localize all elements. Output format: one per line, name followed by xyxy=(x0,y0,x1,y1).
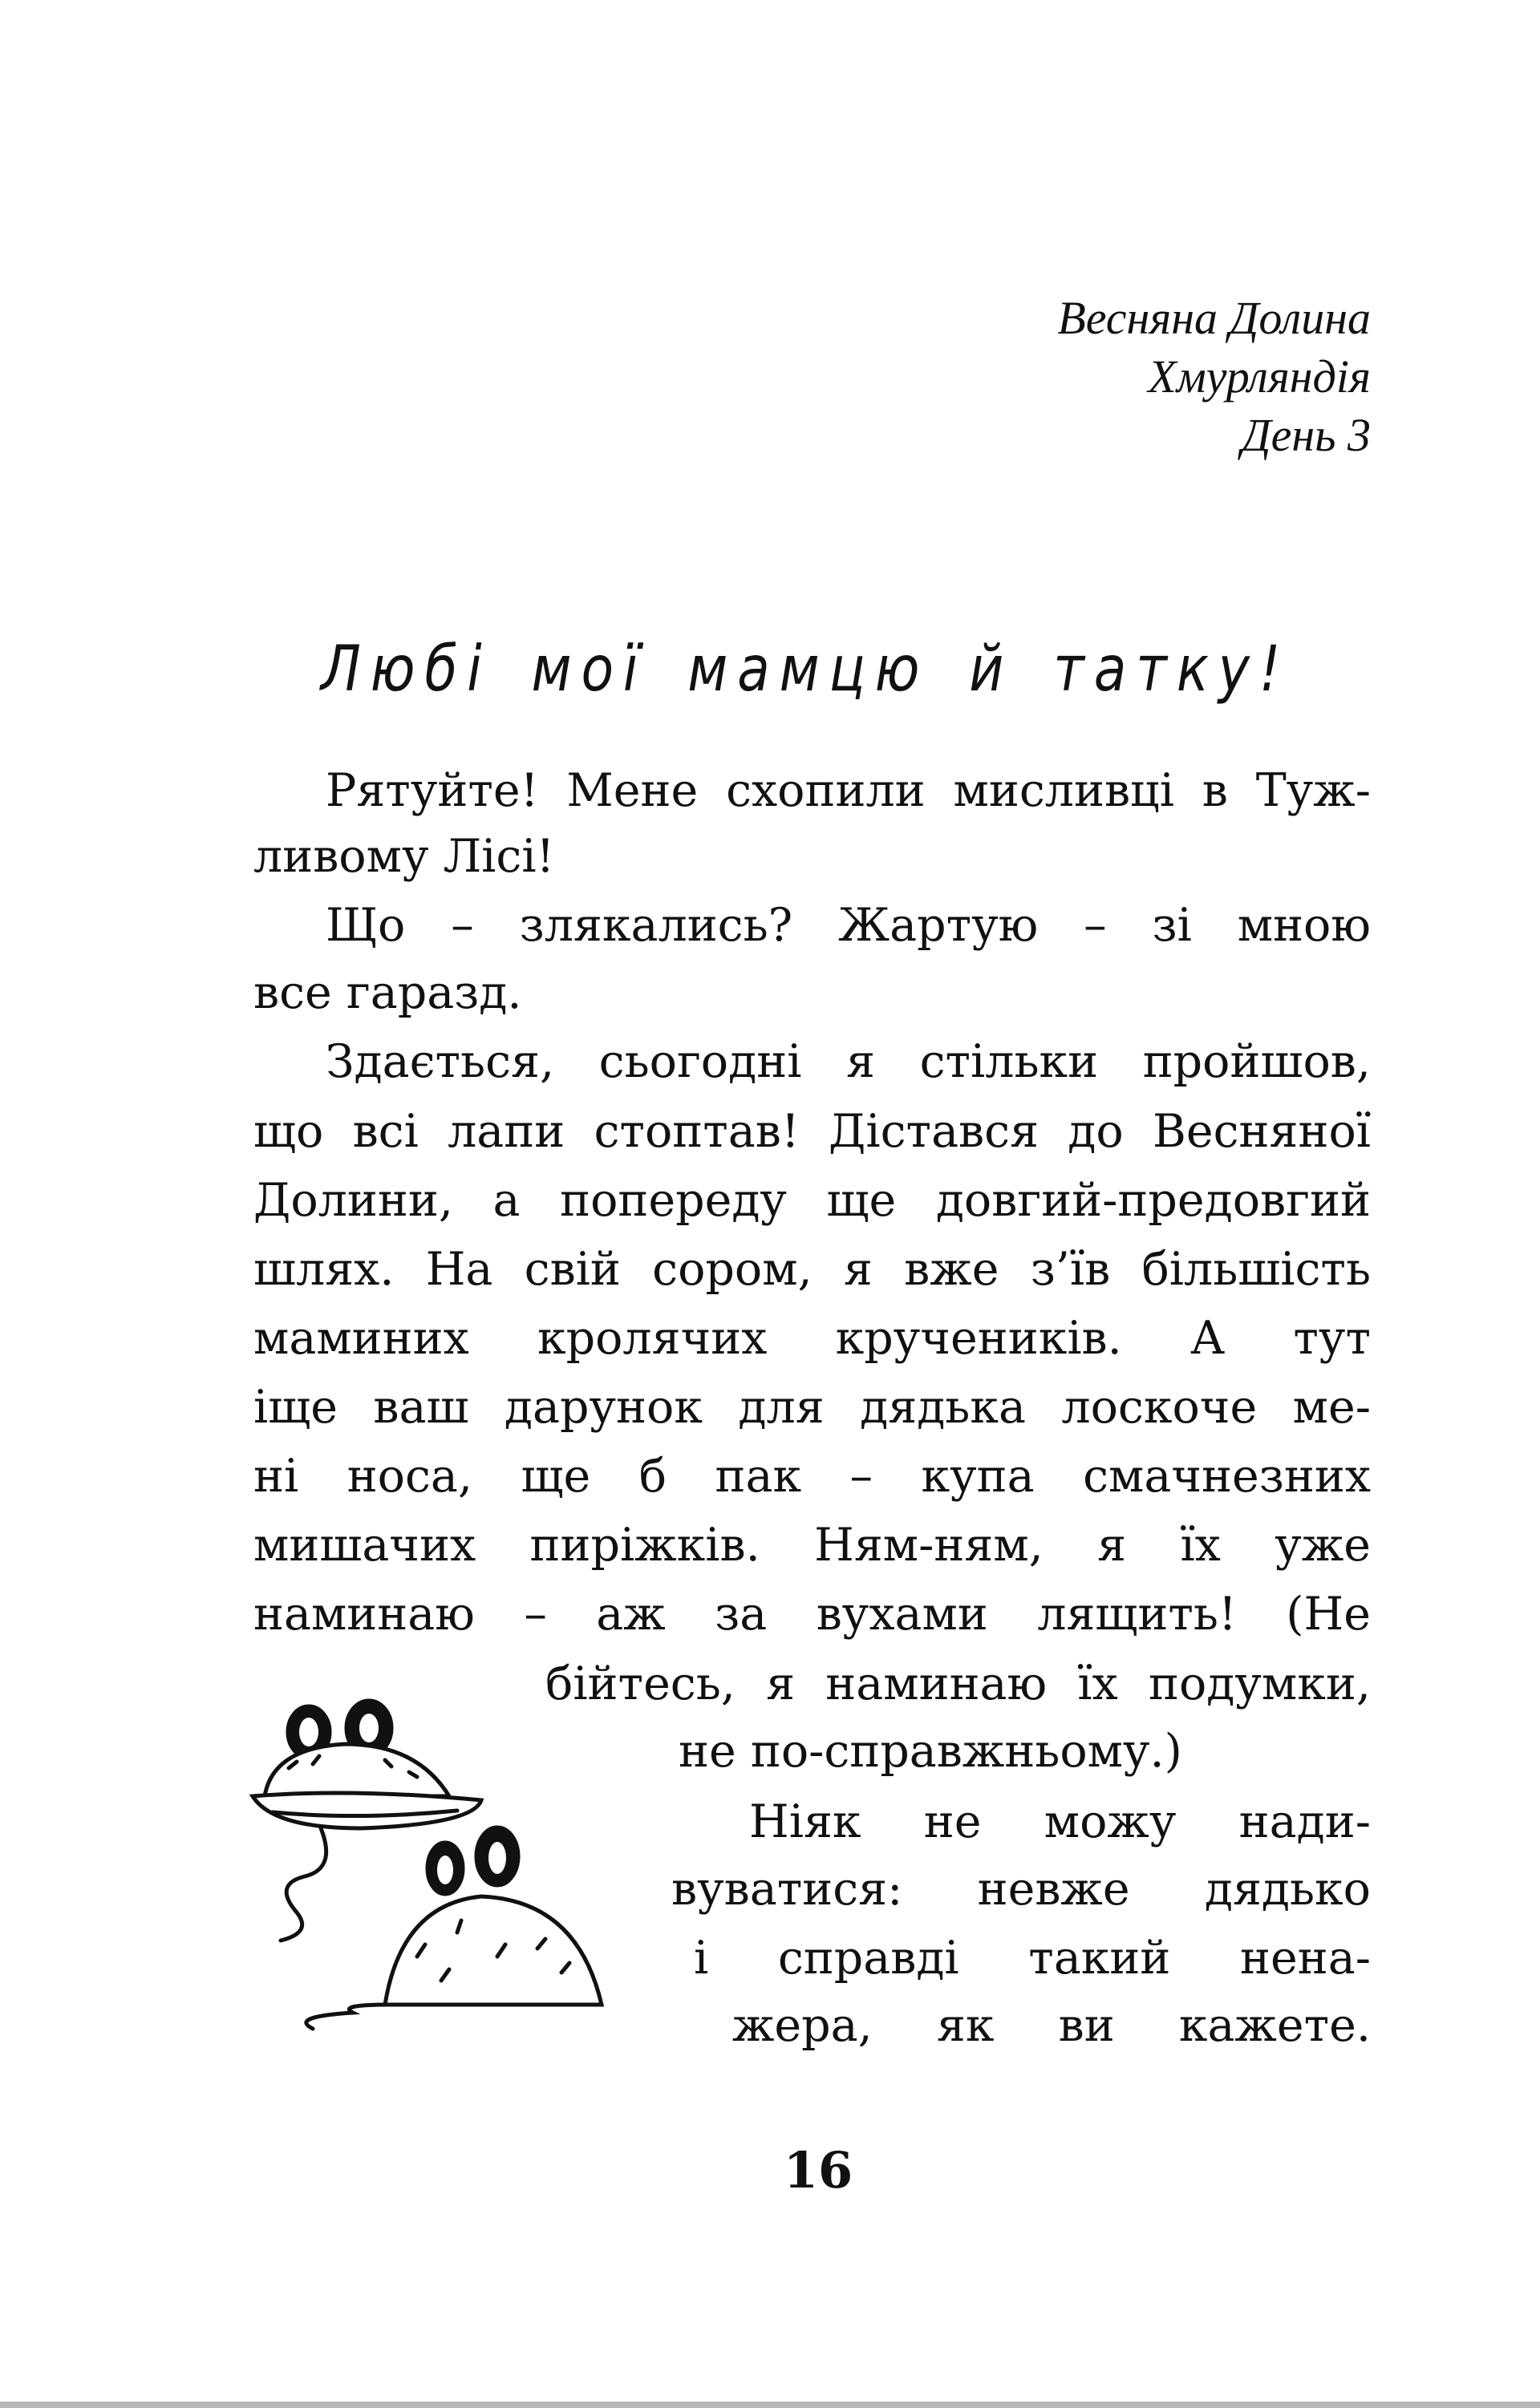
text-line: мишачих пиріжків. Ням-ням, я їх уже xyxy=(253,1519,1371,1572)
text-line: ні носа, ще б пак – купа смачнезних xyxy=(253,1450,1371,1503)
text-line: Здається, сьогодні я стільки пройшов, xyxy=(326,1035,1371,1088)
text-line: Ніяк не можу нади- xyxy=(749,1795,1371,1848)
letter-location-region: Хмурляндія xyxy=(1148,350,1371,403)
text-line: Що – злякались? Жартую – зі мною xyxy=(326,899,1371,952)
text-line: іще ваш дарунок для дядька лоскоче ме- xyxy=(253,1381,1371,1434)
text-line: маминих кролячих кручеників. А тут xyxy=(253,1312,1371,1365)
text-line: Рятуйте! Мене схопили мисливці в Туж- xyxy=(326,764,1371,817)
text-line: бійтесь, я наминаю їх подумки, xyxy=(545,1657,1371,1710)
text-line: наминаю – аж за вухами лящить! (Не xyxy=(253,1588,1371,1641)
mouse-pies-illustration xyxy=(241,1692,618,2045)
handwritten-greeting: Любі мої мамцю й татку! xyxy=(321,633,1291,706)
text-line: все гаразд. xyxy=(253,966,522,1019)
text-line: ливому Лісі! xyxy=(253,830,555,883)
letter-location-place: Весняна Долина xyxy=(1057,292,1371,344)
text-line: шлях. На свій сором, я вже з’їв більшість xyxy=(253,1243,1371,1296)
page-number: 16 xyxy=(783,2141,853,2200)
text-line: жера, як ви кажете. xyxy=(732,1999,1371,2052)
text-line: що всі лапи стоптав! Дістався до Весняної xyxy=(253,1105,1371,1158)
text-line: Долини, а попереду ще довгий-предовгий xyxy=(253,1174,1371,1227)
letter-day: День 3 xyxy=(1241,409,1371,461)
text-line: не по-справжньому.) xyxy=(679,1725,1182,1778)
page-edge-divider xyxy=(0,2402,1540,2408)
mouse-pie-icon xyxy=(306,1827,602,2029)
text-line: вуватися: невже дядько xyxy=(671,1863,1371,1916)
text-line: і справді такий нена- xyxy=(694,1932,1371,1985)
